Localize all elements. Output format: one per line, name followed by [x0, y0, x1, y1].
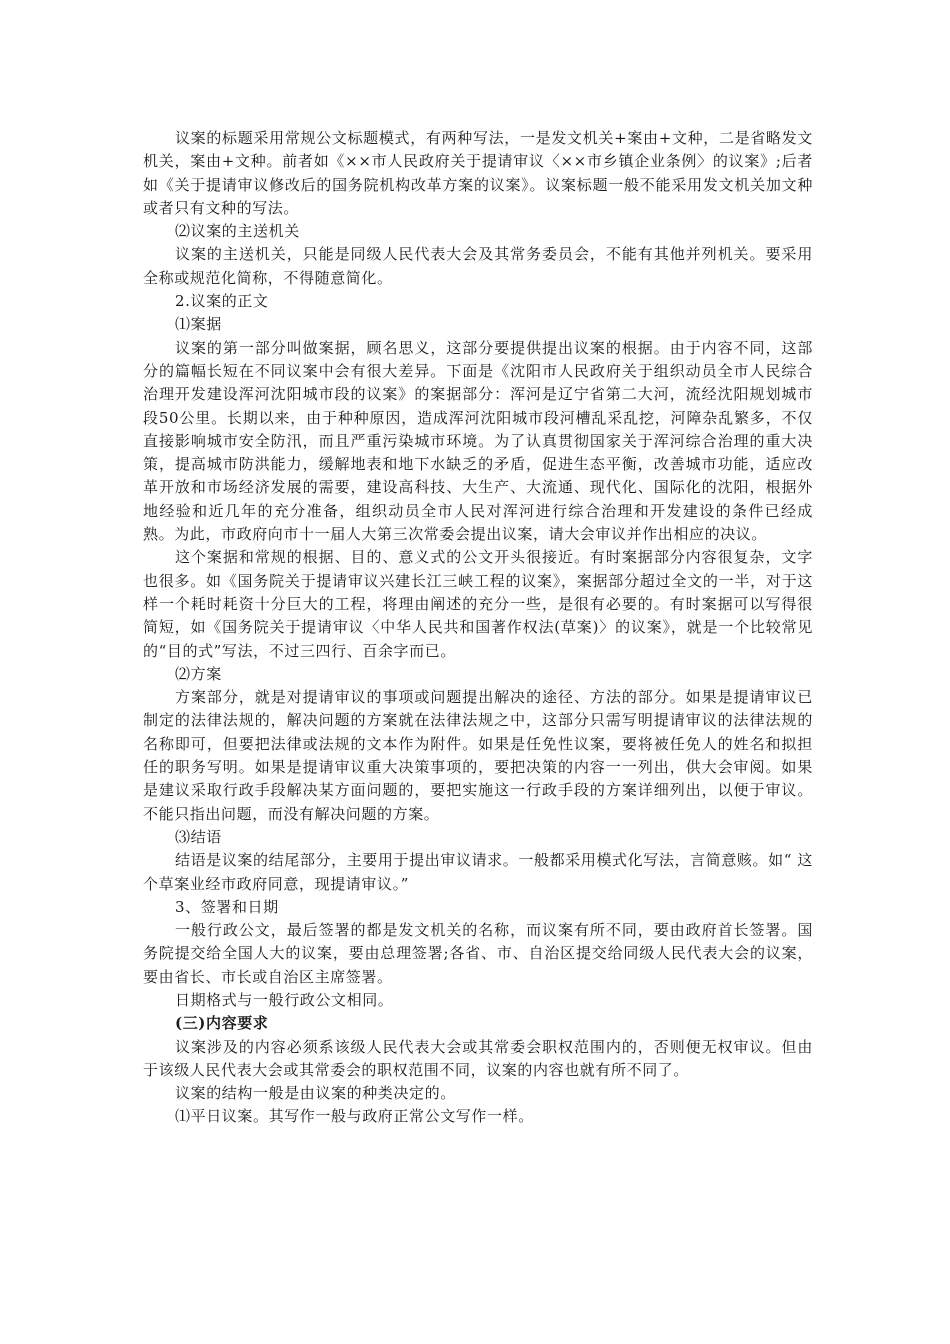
paragraph-ordinary-motion: ⑴平日议案。其写作一般与政府正常公文写作一样。: [175, 1107, 534, 1126]
heading-main-recipient: ⑵议案的主送机关: [175, 222, 300, 241]
paragraph-content-scope: 议案涉及的内容必须系该级人民代表大会或其常委会职权范围内的，否则便无权审议。但由于该级人民代表大会或其常委会的职权范围不同，议案的内容也就有所不同了。: [143, 1037, 813, 1079]
heading-body: 2.议案的正文: [175, 292, 269, 311]
paragraph-date: 日期格式与一般行政公文相同。: [175, 990, 394, 1009]
paragraph-main-recipient: 议案的主送机关，只能是同级人民代表大会及其常务委员会，不能有其他并列机关。要采用全称或规范化简称，不得随意简化。: [143, 245, 813, 287]
document-page: [143, 127, 813, 1129]
paragraph-title-format: 议案的标题采用常规公文标题模式，有两种写法，一是发文机关+案由+文种，二是省略发文机关，案由+文种。前者如《××市人民政府关于提请审议〈××市乡镇企业条例〉的议案》;后者如《关于提请审议修改后的国务院机构改革方案的议案》。议案标题一般不能采用发文机关加文种或者只有文种的写法。: [143, 129, 813, 217]
paragraph-plan: 方案部分，就是对提请审议的事项或问题提出解决的途径、方法的部分。如果是提请审议已制定的法律法规的，解决问题的方案就在法律法规之中，这部分只需写明提请审议的法律法规的名称即可，但要把法律或法规的文本作为附件。如果是任免性议案，要将被任免人的姓名和拟担任的职务写明。如果是提请审议重大决策事项的，要把决策的内容一一列出，供大会审阅。如果是建议采取行政手段解决某方面问题的，要把实施这一行政手段的方案详细列出，以便于审议。不能只指出问题，而没有解决问题的方案。: [143, 688, 813, 823]
heading-plan: ⑵方案: [175, 664, 222, 683]
heading-basis: ⑴案据: [175, 315, 222, 334]
paragraph-signature: 一般行政公文，最后签署的都是发文机关的名称，而议案有所不同，要由政府首长签署。国务院提交给全国人大的议案，要由总理签署;各省、市、自治区提交给同级人民代表大会的议案，要由省长、市长或自治区主席签署。: [143, 921, 813, 986]
paragraph-basis-example: 议案的第一部分叫做案据，顾名思义，这部分要提供提出议案的根据。由于内容不同，这部分的篇幅长短在不同议案中会有很大差异。下面是《沈阳市人民政府关于组织动员全市人民综合治理开发建设浑河沈阳城市段的议案》的案据部分：浑河是辽宁省第二大河，流经沈阳规划城市段50公里。长期以来，由于种种原因，造成浑河沈阳城市段河槽乱采乱挖，河障杂乱繁多，不仅直接影响城市安全防汛，而且严重污染城市环境。为了认真贯彻国家关于浑河综合治理的重大决策，提高城市防洪能力，缓解地表和地下水缺乏的矛盾，促进生态平衡，改善城市功能，适应改革开放和市场经济发展的需要，建设高科技、大生产、大流通、现代化、国际化的沈阳，根据外地经验和近几年的充分准备，组织动员全市人民对浑河进行综合治理和开发建设的条件已经成熟。为此，市政府向市十一届人大第三次常委会提出议案，请大会审议并作出相应的决议。: [143, 338, 813, 544]
paragraph-basis-comment: 这个案据和常规的根据、目的、意义式的公文开头很接近。有时案据部分内容很复杂，文字也很多。如《国务院关于提请审议兴建长江三峡工程的议案》，案据部分超过全文的一半，对于这样一个耗时耗资十分巨大的工程，将理由阐述的充分一些，是很有必要的。有时案据可以写得很简短，如《国务院关于提请审议〈中华人民共和国著作权法(草案)〉的议案》，就是一个比较常见的“目的式”写法，不过三四行、百余字而已。: [143, 548, 813, 660]
paragraph-structure: 议案的结构一般是由议案的种类决定的。: [175, 1084, 456, 1103]
heading-conclusion: ⑶结语: [175, 827, 222, 846]
paragraph-conclusion: 结语是议案的结尾部分，主要用于提出审议请求。一般都采用模式化写法，言简意赅。如“ 这个草案业经市政府同意，现提请审议。”: [143, 851, 813, 893]
heading-content-requirements: (三)内容要求: [175, 1014, 269, 1033]
heading-signature-date: 3、签署和日期: [175, 897, 279, 916]
